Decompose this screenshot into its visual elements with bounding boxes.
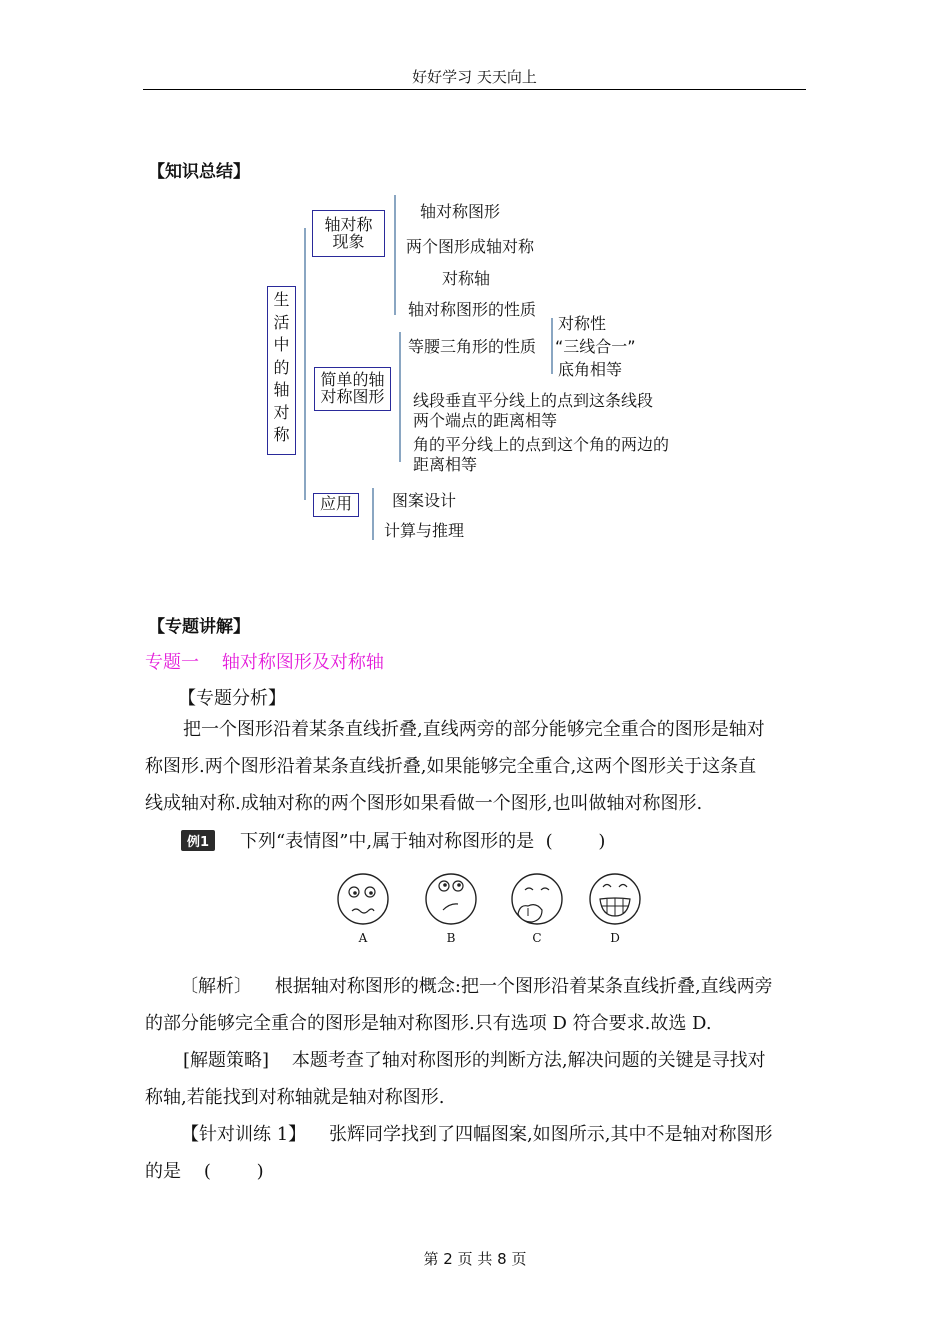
root-char: 的 xyxy=(273,357,290,377)
face-option-b xyxy=(426,874,476,924)
strategy-line: 称轴,若能找到对称轴就是轴对称图形. xyxy=(145,1087,445,1108)
page-header: 好好学习 天天向上 xyxy=(412,68,537,86)
isosceles-prop-item: 底角相等 xyxy=(558,360,623,379)
analysis-line: 把一个图形沿着某条直线折叠,直线两旁的部分能够完全重合的图形是轴对 xyxy=(183,719,765,740)
root-char: 称 xyxy=(273,425,290,444)
option-label: B xyxy=(446,931,456,945)
root-char: 中 xyxy=(273,335,290,354)
header-rule xyxy=(143,89,806,90)
option-label: D xyxy=(610,931,620,945)
analysis-title: 【专题分析】 xyxy=(178,688,286,709)
example-question: 下列“表情图”中,属于轴对称图形的是 ( ) xyxy=(240,831,606,852)
training-line: 的是 ( ) xyxy=(145,1161,264,1182)
page-footer: 第 2 页 共 8 页 xyxy=(423,1250,527,1268)
isosceles-prop-item: 对称性 xyxy=(558,314,607,333)
solution-line: 的部分能够完全重合的图形是轴对称图形.只有选项 D 符合要求.故选 D. xyxy=(145,1013,712,1034)
example-tag: 例1 xyxy=(181,830,215,851)
isosceles-prop-item: “三线合一” xyxy=(555,337,636,356)
branch-application: 应用 xyxy=(313,493,359,517)
topic-subtitle: 专题一 轴对称图形及对称轴 xyxy=(145,652,384,673)
root-char: 活 xyxy=(273,312,290,332)
face-option-d xyxy=(590,874,640,924)
branch1-item: 轴对称图形的性质 xyxy=(408,300,537,319)
root-char: 轴 xyxy=(273,380,290,399)
main-connector xyxy=(304,228,306,500)
branch1-item: 对称轴 xyxy=(442,269,491,288)
emoji-options-figure xyxy=(330,866,650,952)
solution-line: 〔解析〕 根据轴对称图形的概念:把一个图形沿着某条直线折叠,直线两旁 xyxy=(180,976,773,997)
branch2-connector xyxy=(399,332,401,462)
root-char: 对 xyxy=(273,402,290,422)
training-line: 【针对训练 1】 张辉同学找到了四幅图案,如图所示,其中不是轴对称图形 xyxy=(181,1124,773,1145)
option-label: A xyxy=(358,931,368,945)
summary-title: 【知识总结】 xyxy=(148,162,250,182)
face-option-c xyxy=(512,874,562,924)
face-option-a xyxy=(338,874,388,924)
option-label: C xyxy=(532,931,542,945)
root-char: 生 xyxy=(273,290,290,309)
analysis-line: 线成轴对称.成轴对称的两个图形如果看做一个图形,也叫做轴对称图形. xyxy=(145,793,703,814)
strategy-line: [解题策略] 本题考查了轴对称图形的判断方法,解决问题的关键是寻找对 xyxy=(183,1050,766,1071)
application-item: 图案设计 xyxy=(392,491,457,510)
branch1-item: 两个图形成轴对称 xyxy=(406,237,535,256)
branch3-connector xyxy=(372,488,374,540)
branch1-connector xyxy=(394,195,396,315)
branch-label: 简单的轴 xyxy=(320,370,385,389)
branch-label: 对称图形 xyxy=(320,387,385,406)
bisector-property-line: 线段垂直平分线上的点到这条线段 xyxy=(413,391,654,410)
mind-map-root xyxy=(267,286,296,455)
isosceles-connector xyxy=(551,318,553,374)
angle-bisector-property-line: 角的平分线上的点到这个角的两边的 xyxy=(413,435,670,454)
branch-label: 现象 xyxy=(332,232,365,251)
isosceles-property: 等腰三角形的性质 xyxy=(408,337,537,356)
branch1-item: 轴对称图形 xyxy=(420,202,501,221)
branch-label: 轴对称 xyxy=(324,215,373,234)
analysis-line: 称图形.两个图形沿着某条直线折叠,如果能够完全重合,这两个图形关于这条直 xyxy=(145,756,757,777)
angle-bisector-property-line: 距离相等 xyxy=(413,455,478,474)
topic-section-title: 【专题讲解】 xyxy=(148,617,250,637)
branch-phenomenon xyxy=(312,210,385,257)
branch-simple-figures xyxy=(314,367,391,411)
bisector-property-line: 两个端点的距离相等 xyxy=(413,411,558,430)
application-item: 计算与推理 xyxy=(384,521,465,540)
